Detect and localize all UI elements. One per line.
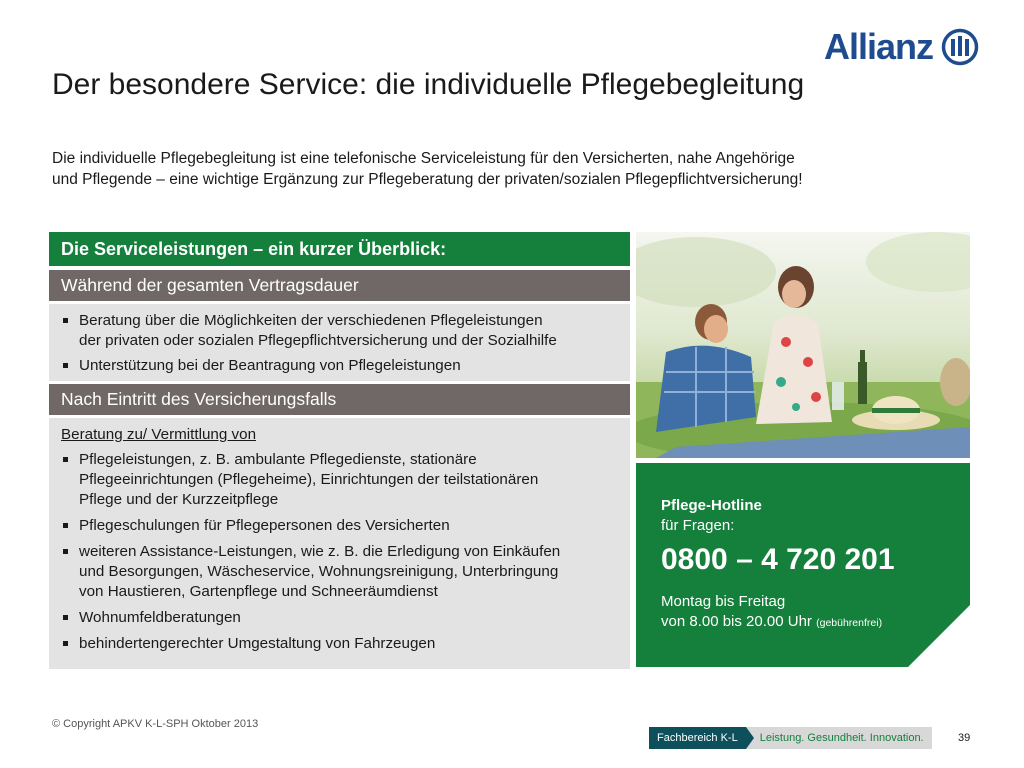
picnic-illustration xyxy=(636,232,970,458)
list-item: Pflegeschulungen für Pflegepersonen des Versicherten xyxy=(61,516,618,536)
page-title: Der besondere Service: die individuelle Pflegebegleitung xyxy=(52,68,805,101)
section-panel-insured-event xyxy=(49,418,630,669)
hotline-phone-number[interactable]: 0800 – 4 720 201 xyxy=(661,543,895,576)
list-item: Wohnumfeldberatungen xyxy=(61,608,618,628)
hotline-box xyxy=(636,463,970,667)
services-header: Die Serviceleistungen – ein kurzer Überblick: xyxy=(49,232,630,266)
allianz-eagle-icon xyxy=(941,28,979,66)
hotline-subtitle: für Fragen: xyxy=(661,517,735,534)
list-item: weiteren Assistance-Leistungen, wie z. B. die Erledigung von Einkäufen und Besorgungen, Wäscheservice, Wohnungsreinigung, Unterbringung von Haustieren, Gartenpflege und Schneeräumdienst xyxy=(61,542,618,602)
footer-arrow-icon xyxy=(746,727,754,749)
page-number: 39 xyxy=(958,732,971,744)
bullet-list xyxy=(61,450,618,654)
list-item: Unterstützung bei der Beantragung von Pflegeleistungen xyxy=(61,356,618,376)
panel-subheading: Beratung zu/ Vermittlung von xyxy=(61,426,257,443)
intro-text xyxy=(52,148,902,190)
list-item: behindertengerechter Umgestaltung von Fahrzeugen xyxy=(61,634,618,654)
footer-slogan: Leistung. Gesundheit. Innovation. xyxy=(759,732,924,744)
allianz-logo xyxy=(824,26,979,68)
hotline-hours-text: von 8.00 bis 20.00 Uhr xyxy=(661,613,812,630)
footer-slogan-wrap xyxy=(746,727,932,749)
list-item: Beratung über die Möglichkeiten der verschiedenen Pflegeleistungen der privaten oder sozialen Pflegepflichtversicherung und der Sozialhilfe xyxy=(61,311,618,351)
logo-wordmark: Allianz xyxy=(824,26,934,67)
intro-line: Die individuelle Pflegebegleitung ist eine telefonische Serviceleistung für den Versicherten, nahe Angehörige xyxy=(52,150,795,167)
hotline-title: Pflege-Hotline xyxy=(661,497,762,514)
intro-line: und Pflegende – eine wichtige Ergänzung zur Pflegeberatung der privaten/sozialen Pflegepflichtversicherung! xyxy=(52,171,803,188)
picnic-photo xyxy=(636,232,970,458)
section-panel-contract-duration xyxy=(49,304,630,381)
section-title-contract-duration: Während der gesamten Vertragsdauer xyxy=(49,270,630,301)
hotline-free-note: (gebührenfrei) xyxy=(816,617,883,629)
hotline-hours xyxy=(661,613,882,630)
bullet-list xyxy=(61,311,618,376)
section-title-insured-event: Nach Eintritt des Versicherungsfalls xyxy=(49,384,630,415)
hotline-days: Montag bis Freitag xyxy=(661,593,786,610)
copyright-note: © Copyright APKV K-L-SPH Oktober 2013 xyxy=(52,718,259,730)
list-item: Pflegeleistungen, z. B. ambulante Pflegedienste, stationäre Pflegeeinrichtungen (Pflegeheime), Einrichtungen der teilstationären Pflege und der Kurzzeitpflege xyxy=(61,450,618,510)
footer-tag xyxy=(649,727,932,749)
footer-department: Fachbereich K-L xyxy=(649,727,746,749)
